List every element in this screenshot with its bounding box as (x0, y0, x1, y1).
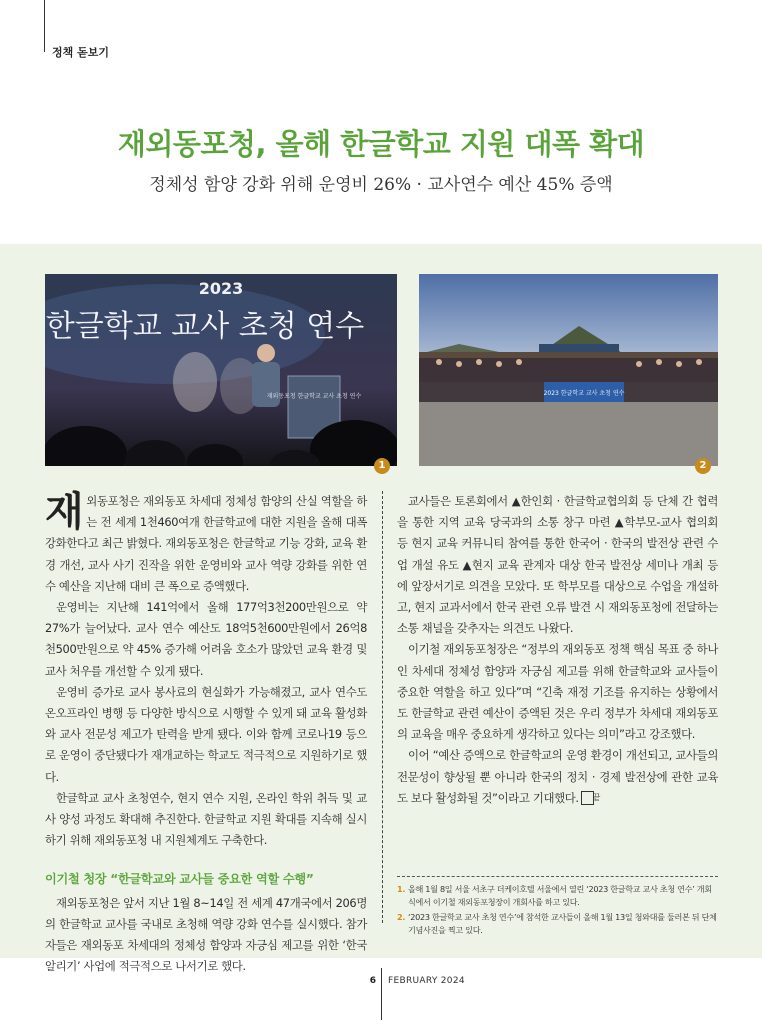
body-paragraph (397, 745, 718, 809)
page-number: 6 (369, 976, 376, 986)
photo-1-podium-text: 재외동포청 한글학교 교사 초청 연수 (266, 393, 362, 400)
caption-number: 1. (397, 884, 406, 894)
body-paragraph (45, 491, 367, 597)
article-subhead: 정체성 함양 강화 위해 운영비 26% · 교사연수 예산 45% 증액 (149, 175, 613, 195)
body-paragraph-text: 외동포청은 재외동포 차세대 정체성 함양의 산실 역할을 하는 전 세계 1천460여개 한글학교에 대한 지원을 올해 대폭 강화한다고 최근 밝혔다. 재외동포청은 한글학교 기능 강화, 교육 환경 개선, 교사 사기 진작을 위한 운영비와 교사 역량 강화를 위한 연수 예산을 지난해 대비 큰 폭으로 증액했다. (45, 494, 367, 593)
body-paragraph: 운영비 증가로 교사 봉사료의 현실화가 가능해졌고, 교사 연수도 온오프라인 병행 등 다양한 방식으로 시행할 수 있게 돼 교육 활성화와 교사 전문성 제고가 탄력을 받게 됐다. 이와 함께 코로나19 등으로 운영이 중단됐다가 재개교하는 학교도 적극적으로 지원하기로 했다. (45, 684, 367, 784)
body-paragraph: 한글학교 교사 초청연수, 현지 연수 지원, 온라인 학위 취득 및 교사 양성 과정도 확대해 추진한다. 한글학교 지원 확대를 지속해 실시하기 위해 재외동포청 내 지원체계도 구축한다. (45, 790, 367, 848)
section-label: 정책 돋보기 (52, 46, 109, 59)
drop-cap: 재 (45, 489, 84, 535)
end-mark-icon: 끝 (581, 791, 594, 805)
caption-item (397, 883, 718, 908)
photo-2-banner-text: 2023 한글학교 교사 초청 연수 (543, 390, 625, 397)
article-headline: 재외동포청, 올해 한글학교 지원 대폭 확대 (117, 127, 645, 161)
photo-1-banner-year: 2023 (198, 279, 244, 298)
header-rule (44, 0, 45, 52)
caption-number: 2. (397, 912, 406, 922)
caption-text: ‘2023 한글학교 교사 초청 연수’에 참석한 교사들이 올해 1월 13일 청와대를 둘러본 뒤 단체 기념사진을 찍고 있다. (408, 912, 717, 935)
photo-1-image (45, 274, 397, 466)
issue-label: FEBRUARY 2024 (388, 976, 465, 986)
caption-item (397, 911, 718, 936)
body-paragraph: 이기철 재외동포청장은 “정부의 재외동포 정책 핵심 목표 중 하나인 차세대 정체성 함양과 자긍심 제고를 위해 한글학교와 교사들이 중요한 역할을 하고 있다”며 “긴축 재정 기조를 유지하는 상황에서도 한글학교 관련 예산이 증액된 것은 우리 정부가 차세대 재외동포의 교육을 매우 중요하게 생각하고 있다는 의미”라고 강조했다. (397, 642, 718, 742)
body-paragraph-text: 이어 “예산 증액으로 한글학교의 운영 환경이 개선되고, 교사들의 전문성이 향상될 뿐 아니라 한국의 정치 · 경제 발전상에 관한 교육도 보다 활성화될 것”이라고 기대했다. (397, 748, 718, 805)
photo-1-number-badge: 1 (374, 458, 390, 474)
photo-1 (45, 274, 397, 466)
photo-2 (419, 274, 718, 466)
column-divider (382, 491, 383, 923)
body-paragraph: 재외동포청은 앞서 지난 1월 8~14일 전 세계 47개국에서 206명의 한글학교 교사를 국내로 초청해 역량 강화 연수를 실시했다. 참가자들은 재외동포 차세대의 정체성 함양과 자긍심 제고를 위한 ‘한국 알리기’ 사업에 적극적으로 나서기로 했다. (45, 895, 367, 974)
body-paragraph: 운영비는 지난해 141억에서 올해 177억3천200만원으로 약 27%가 늘어났다. 교사 연수 예산도 18억5천600만원에서 26억8천500만원으로 약 45% 증가해 어려움 호소가 많았던 교육 환경 및 교사 처우를 개선할 수 있게 됐다. (45, 600, 367, 678)
footer-rule (381, 968, 382, 1020)
photo-captions (397, 876, 718, 939)
body-column-left (45, 491, 367, 977)
body-column-right (397, 491, 718, 809)
body-paragraph: 교사들은 토론회에서 ▲한인회 · 한글학교협의회 등 단체 간 협력을 통한 지역 교육 당국과의 소통 창구 마련 ▲학부모-교사 협의회 등 현지 교육 커뮤니티 참여를 통한 한국어 · 한국의 발전상 관련 수업 개설 유도 ▲현지 교육 관계자 대상 한국 발전상 세미나 개최 등에 앞장서기로 의견을 모았다. 또 학부모를 대상으로 수업을 개설하고, 현지 교과서에서 한국 관련 오류 발견 시 재외동포청에 전달하는 소통 채널을 갖추자는 의견도 나왔다. (397, 494, 718, 636)
photo-1-banner-text: 한글학교 교사 초청 연수 (45, 309, 365, 344)
caption-text: 올해 1월 8일 서울 서초구 더케이호텔 서울에서 열린 ‘2023 한글학교 교사 초청 연수’ 개회식에서 이기철 재외동포청장이 개회사를 하고 있다. (408, 884, 712, 907)
photo-2-image (419, 274, 718, 466)
body-subheading: 이기철 청장 “한글학교와 교사들 중요한 역할 수행” (45, 872, 314, 887)
photo-2-number-badge: 2 (695, 458, 711, 474)
